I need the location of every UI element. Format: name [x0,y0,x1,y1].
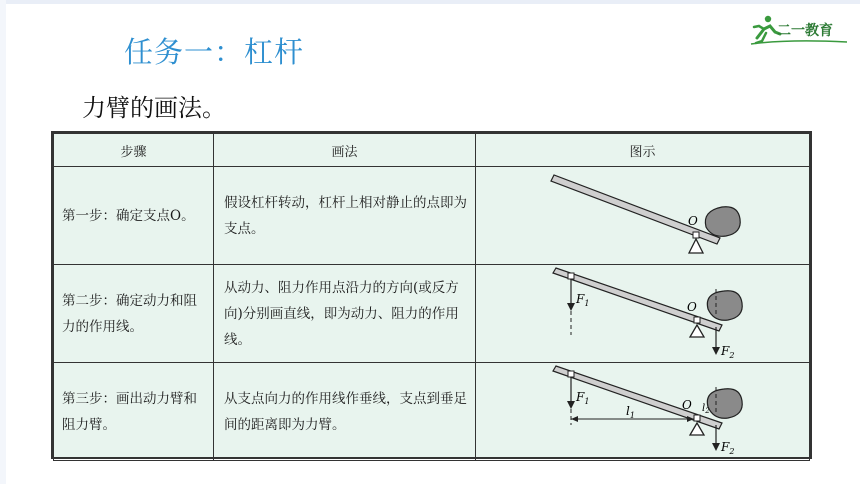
page-title: 任务一：杠杆 [124,35,305,69]
header-figure: 图示 [476,134,810,167]
pivot-label: O [682,398,692,412]
arm1-label: $l_1$ [626,404,635,420]
figure-cell [476,265,810,363]
method-cell: 假设杠杆转动，杠杆上相对静止的点即为支点。 [214,167,476,265]
lever-diagram-step3 [476,363,812,460]
force2-label: $F_2$ [721,440,735,456]
step-cell: 第一步：确定支点O。 [54,167,214,265]
pivot-triangle-icon [690,423,704,435]
figure-cell [476,363,810,461]
step-cell: 第二步：确定动力和阻力的作用线。 [54,265,214,363]
table-header-row [54,134,810,167]
top-border [0,0,860,4]
figure-cell [476,167,810,265]
pivot-triangle-icon [690,325,704,337]
lever-diagram-step1 [476,167,812,264]
force1-label: $F_1$ [576,390,590,406]
logo-text: 二一教育 [777,23,833,39]
arm2-label: $l_2$ [702,403,710,415]
table-row [54,363,810,461]
pivot-label: O [688,214,698,228]
step-cell: 第三步：画出动力臂和阻力臂。 [54,363,214,461]
table-row [54,167,810,265]
method-cell: 从支点向力的作用线作垂线，支点到垂足间的距离即为力臂。 [214,363,476,461]
header-method: 画法 [214,134,476,167]
header-step: 步骤 [54,134,214,167]
lever-diagram-step2 [476,265,812,362]
pivot-label: O [687,300,697,314]
table-row [54,265,810,363]
force2-label: $F_2$ [721,344,735,360]
subtitle: 力臂的画法。 [82,94,226,122]
left-border [0,0,6,484]
force1-label: $F_1$ [576,292,590,308]
steps-table [51,131,812,459]
pivot-triangle-icon [689,239,703,253]
method-cell: 从动力、阻力作用点沿力的方向(或反方向)分别画直线，即为动力、阻力的作用线。 [214,265,476,363]
